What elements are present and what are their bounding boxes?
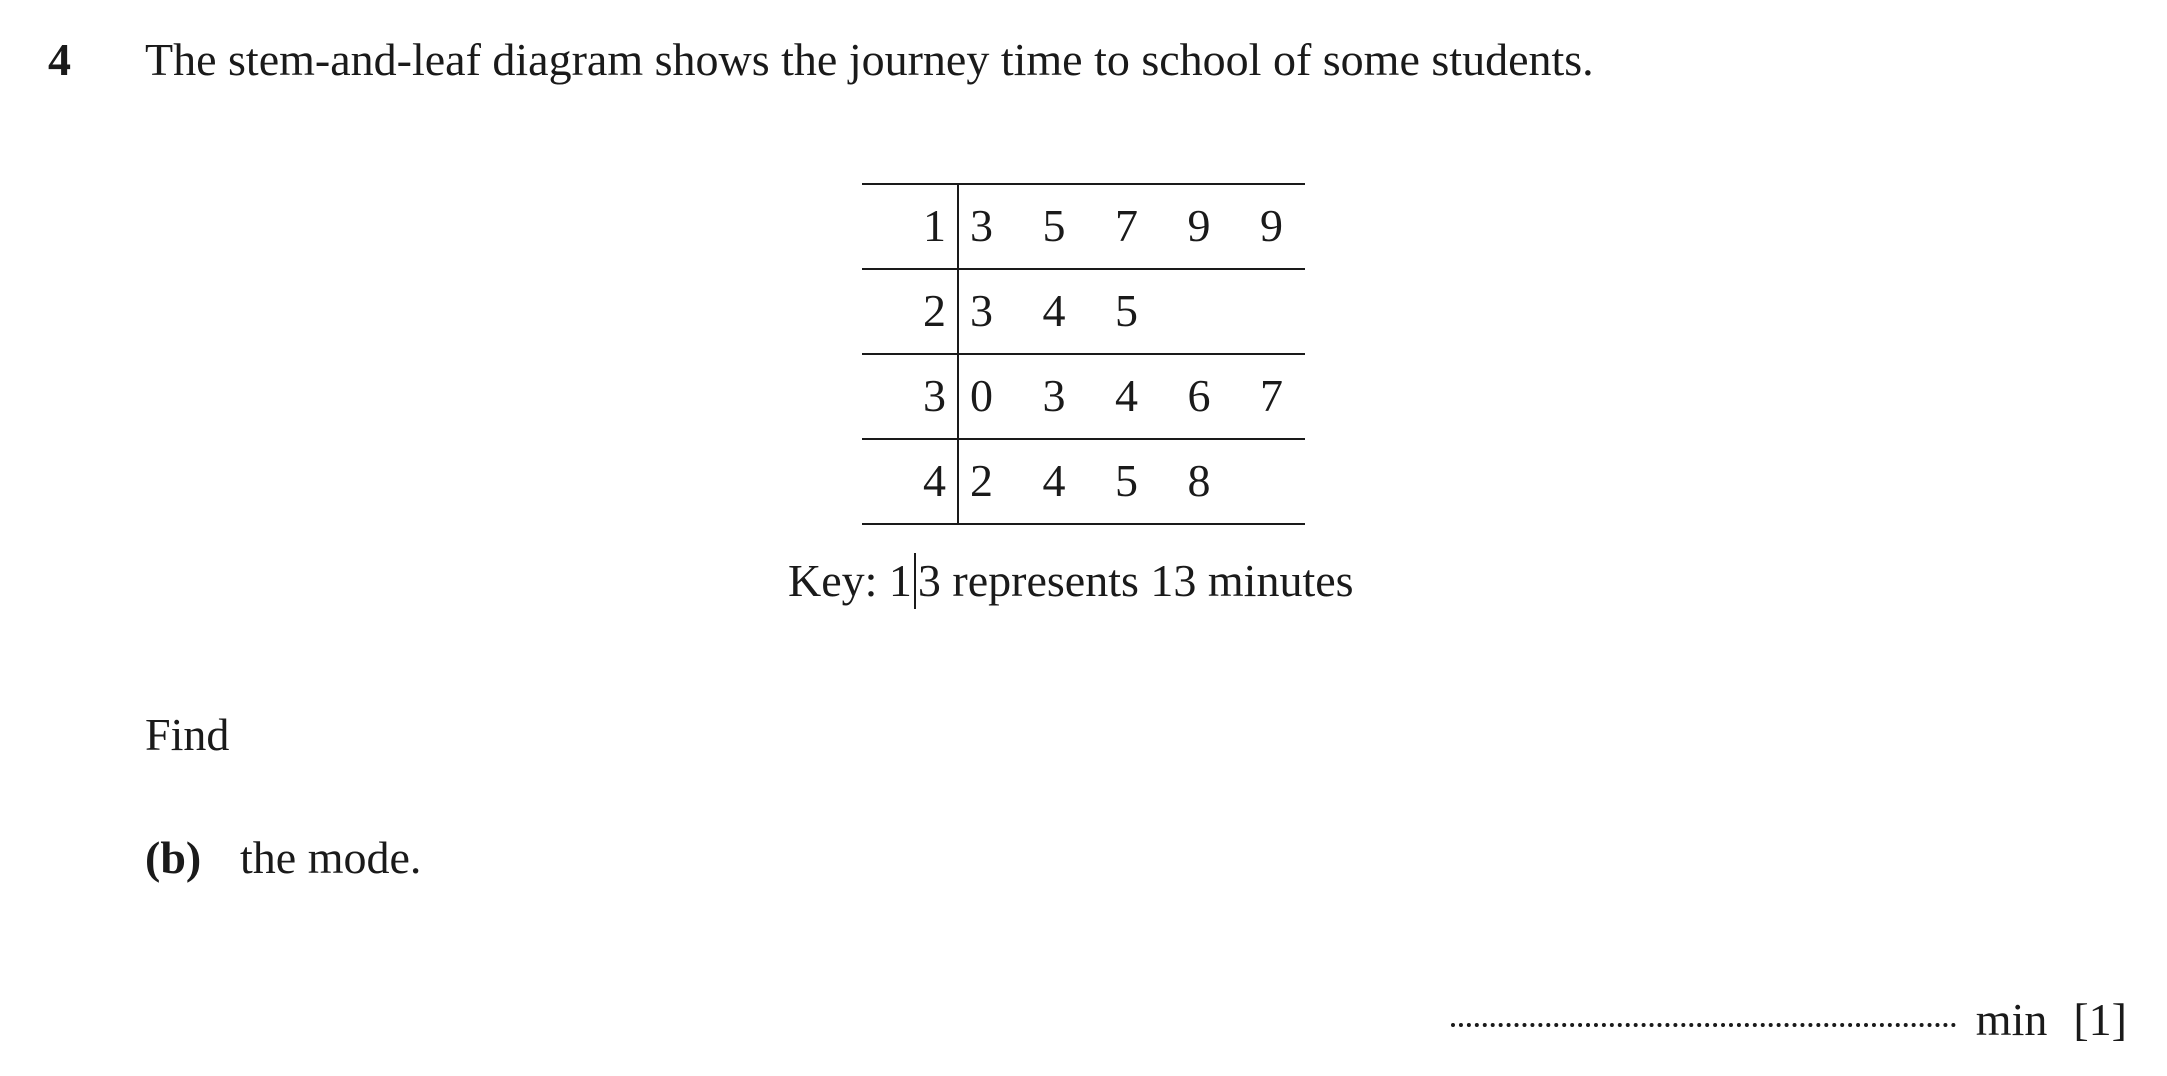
question-number: 4: [48, 34, 71, 85]
leaf-list: [970, 438, 1260, 523]
stem-value: 1: [923, 200, 946, 251]
leaf-list: [970, 268, 1188, 353]
leaf-value: 4: [1042, 285, 1066, 336]
key-divider: [914, 553, 916, 609]
leaf-value: 7: [1260, 370, 1283, 421]
leaf-value: 9: [1187, 200, 1211, 251]
answer-unit: min: [1975, 994, 2048, 1045]
diagram-row: [862, 183, 1305, 268]
leaf-value: 3: [970, 285, 993, 336]
key-suffix: 3 represents 13 minutes: [917, 555, 1354, 606]
answer-field[interactable]: [1451, 1023, 1956, 1027]
stem-value: 3: [923, 370, 946, 421]
leaf-value: 5: [1115, 455, 1138, 506]
instruction-text: Find: [145, 709, 230, 760]
answer-line: [1451, 990, 2127, 1050]
stem-value: 2: [923, 285, 946, 336]
leaf-value: 2: [970, 455, 993, 506]
key-prefix: Key: 1: [788, 555, 912, 606]
diagram-key: [788, 551, 1354, 611]
stem-and-leaf-diagram: [862, 183, 1305, 525]
diagram-row: [862, 353, 1305, 438]
question-text: The stem-and-leaf diagram shows the journey time to school of some students.: [145, 34, 1594, 85]
leaf-value: 9: [1260, 200, 1283, 251]
diagram-rule-bottom: [862, 523, 1305, 525]
part-label: (b): [145, 832, 202, 883]
part-text: the mode.: [240, 832, 422, 883]
diagram-row: [862, 268, 1305, 353]
leaf-value: 5: [1042, 200, 1066, 251]
leaf-value: 3: [1042, 370, 1066, 421]
leaf-value: 5: [1115, 285, 1138, 336]
leaf-value: 8: [1187, 455, 1211, 506]
leaf-list: [970, 353, 1333, 438]
leaf-list: [970, 183, 1333, 268]
leaf-value: 7: [1115, 200, 1138, 251]
leaf-value: 4: [1115, 370, 1138, 421]
marks-label: [1]: [2073, 994, 2127, 1045]
leaf-value: 6: [1187, 370, 1211, 421]
diagram-row: [862, 438, 1305, 523]
stem-value: 4: [923, 455, 946, 506]
leaf-value: 0: [970, 370, 993, 421]
leaf-value: 4: [1042, 455, 1066, 506]
question-part: [145, 828, 421, 888]
leaf-value: 3: [970, 200, 993, 251]
